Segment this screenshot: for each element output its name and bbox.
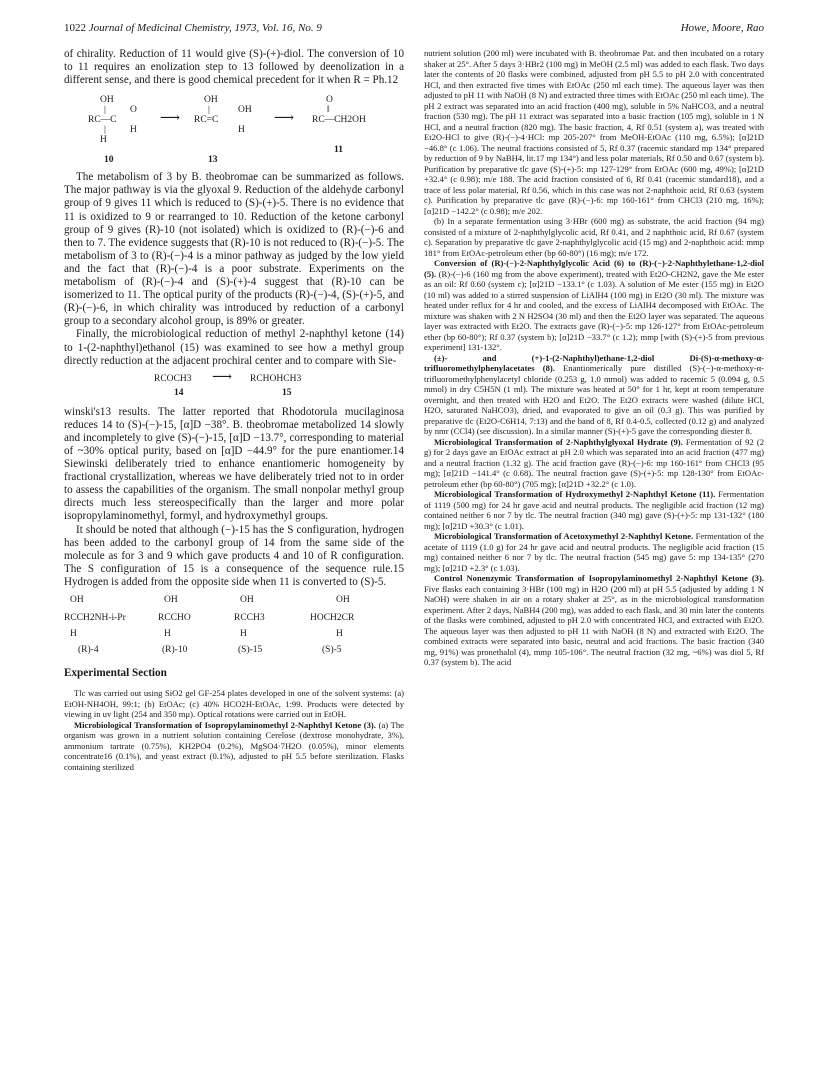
paragraph [64, 720, 404, 773]
journal-name: Journal of Medicinal Chemistry, [88, 22, 232, 34]
section-heading: Experimental Section [64, 667, 167, 679]
scheme-text: OH [204, 95, 218, 106]
paragraph [424, 573, 764, 668]
paragraph-heading: Microbiological Transformation of Hydroxymethyl 2-Naphthyl Ketone (11). [434, 489, 716, 499]
paragraph-body: (a) The organism was grown in a nutrient solution containing Cerelose (dextrose monohydrate, 3%), ammonium tartrate (0.75%), KH2PO4 (0.2%), MgSO4·7H2O (0.05%), minor elements concentrate16 (0.1%), and yeast extract (0.1%), adjusted to pH 5.5 before sterilization. Flasks containing sterilized [64, 719, 404, 772]
scheme-enolization [64, 95, 404, 171]
paragraph-heading: (±)- and (+)-1-(2-Naphthyl)ethane-1,2-diol Di-(S)-α-methoxy-α-trifluoromethylphenylacetates (8). [424, 352, 764, 373]
compound-label: (S)-15 [238, 645, 263, 655]
scheme-text: RCCH2NH-i-Pr [64, 613, 126, 623]
paragraph [424, 531, 764, 573]
compound-label: 14 [174, 387, 184, 398]
paragraph-body: Fermentation of 1119 (500 mg) for 24 hr gave acid and neutral products. The negligible acid fraction (12 mg) contained neither 6 nor 7 by tlc. The neutral fraction (340 mg) gave (S)-(+)-5: mp 131-132° (180 mg); [α]21D +30.3° (c 1.01). [424, 489, 764, 531]
scheme-text: HOCH2CR [310, 613, 355, 623]
scheme-ketone-reduction [64, 369, 404, 406]
paragraph-body: Fermentation of the acetate of 1119 (1.0 g) for 24 hr gave acid and neutral products. The negligible acid fraction (15 mg) contained neither 6 nor 7 by tlc. The neutral fraction (545 mg) gave 5: mp 134-135° (270 mg); [α]21D +2.3° (c 1.03). [424, 531, 764, 573]
scheme-text: H [164, 629, 171, 639]
author-names: Howe, Moore, Rao [680, 22, 764, 34]
scheme-text: RC—CH2OH [312, 115, 366, 126]
compound-label: (R)-10 [162, 645, 188, 655]
scheme-text: OH [238, 105, 252, 116]
paragraph [424, 489, 764, 531]
scheme-text: RCHOHCH3 [250, 373, 302, 384]
scheme-text: | [104, 125, 106, 136]
paragraph: Finally, the microbiological reduction of methyl 2-naphthyl ketone (14) to 1-(2-naphthyl)ethanol (15) was examined to see how a methyl group directly reduction at the adjacent prochiral center and to compare with Sie- [64, 328, 404, 367]
paragraph-body: (R)-(−)-6 (160 mg from the above experiment), treated with Et2O-CH2N2, gave the Me ester as an oil: Rf 0.60 (system c); [α]21D −133.1° (c 1.03). A solution of Me ester (155 mg) in Et2O (10 ml) was added to a stirred suspension of LiAlH4 (100 mg) in Et2O (30 ml). The mixture was heated under reflux for 4 hr and cooled, and the excess of LiAlH4 decomposed with EtOAc. The mixture was shaken with 2 N H2SO4 (30 ml) and then the Et2O layer was separated. The aqueous layer was extracted with Et2O. The extracts gave (R)-(−)-5: mp 126-127° from EtOAc-petroleum ether (bp 60-80°); Rf 0.37 (system b); [α]21D −33.7° (c 1.2); mmp [with (S)-(+)-5 from previous experiment] 131-132°. [424, 268, 764, 352]
scheme-text: O [130, 105, 137, 116]
arrow: ⟶ [274, 111, 295, 127]
paragraph [424, 437, 764, 490]
arrow: ⟶ [160, 111, 181, 127]
scheme-configurations [64, 595, 404, 657]
paragraph: Tlc was carried out using SiO2 gel GF-254 plates developed in one of the solvent systems: (a) EtOH-NH4OH, 99:1; (b) EtOAc; (c) 40% HCO2H-EtOAc, 1:99. Products were detected by viewing in uv light (254 and 350 mμ). Optical rotations were carried out in EtOH. [64, 688, 404, 720]
paragraph: The metabolism of 3 by B. theobromae can be summarized as follows. The major pathway is via the glyoxal 9. Reduction of the aldehyde carbonyl group of 9 gives 11 which is reduced to (S)-(+)-5. There is no evidence that 11 is oxidized to 9 or rearranged to 10. Reduction of the ketone carbonyl group of 9 gives (R)-10 (not isolated) which is oxidized to (R)-(−)-6 and then to 7. The evidence suggests that (R)-10 is not reduced to (R)-(−)-5. The metabolism of 3 to (R)-(−)-4 is a minor pathway as judged by the low yield and the fact that (R)-(−)-4 is a poor substrate. Experiments on the metabolism of (R)-(−)-4 and (S)-(+)-4 suggest that (R)-10 can be isomerized to 11. The optical purity of the products (R)-(−)-4, (S)-(+)-5, and (R)-(−)-6, in which chirality was introduced by reduction of a carbonyl group to a secondary alcohol group, is 89% or greater. [64, 171, 404, 328]
scheme-text: RCCH3 [234, 613, 265, 623]
scheme-text: OH [164, 595, 178, 605]
compound-label: (R)-4 [78, 645, 99, 655]
paragraph: of chirality. Reduction of 11 would give (S)-(+)-diol. The conversion of 10 to 11 requires an enolization step to 13 followed by deenolization in a different sense, and there is good chemical precedent for it when R = Ph.12 [64, 48, 404, 87]
scheme-text: H [336, 629, 343, 639]
paragraph [424, 258, 764, 353]
scheme-text: RC—C [88, 115, 117, 126]
paragraph: nutrient solution (200 ml) were incubated with B. theobromae Pat. and then incubated on a rotary shaker at 25°. After 5 days 3·HBr2 (100 mg) in MeOH (2.5 ml) was added to each flask. Two days later the contents of 20 flasks were combined, adjusted from pH 5.5 to pH 2.0 with concentrated HCl, and then extracted five times with EtOAc (250 ml each time). The aqueous layer was then adjusted to pH 11 with NaOH (8 N) and extracted three times with EtOAc (250 ml each time). The pH 2 extract was separated into an acid fraction (400 mg), soluble in 5% NaHCO3, and a neutral fraction (530 mg). The pH 11 extract was separated into a basic fraction (105 mg), soluble in 1 N HCl, and a neutral fraction (820 mg). The basic fraction, 4, Rf 0.51 (system a), was treated with Et2O-HCl to give (R)-(−)-4·HCl: mp 205-207° from MeOH-EtOAc (110 mg, 6.5%); [α]21D −46.8° (c 1.06). The neutral fractions consisted of 5, Rf 0.37 (racemic standard mp 134° prepared by reduction of 9 by NaBH4, lit.17 mp 134°) and less polar materials, Rf 0.50 and 0.67 (system b). Purification by preparative tlc gave (S)-(+)-5: mp 127-129° from EtOAc (600 mg, 49%); [α]21D +32.4° (c 0.98); m/e 188. The acid fraction consisted of 6, Rf 0.41 (racemic standard18), and a trace of less polar material, Rf 0.56, which in this case was not 2-naphthoic acid, Rf 0.63 (system c). Purification by preparative tlc gave (R)-(−)-6: mp 160-161° from CHCl3 (210 mg, 16%); [α]21D −142.2° (c 0.98); m/e 202. [424, 48, 764, 216]
left-column [64, 48, 404, 772]
scheme-text: H [240, 629, 247, 639]
journal-issue: 1973, Vol. 16, No. 9 [234, 22, 322, 34]
scheme-text: ‖ [327, 105, 330, 116]
compound-label: (S)-5 [322, 645, 342, 655]
paragraph-heading: Microbiological Transformation of Isopropylaminomethyl 2-Naphthyl Ketone (3). [74, 719, 376, 730]
compound-label: 11 [334, 145, 343, 156]
scheme-text: | [208, 105, 210, 116]
scheme-text: RC=C [194, 115, 219, 126]
paragraph: (b) In a separate fermentation using 3·HBr (600 mg) as substrate, the acid fraction (94 mg) consisted of a mixture of 2-naphthylglycolic acid, Rf 0.41, and 2 naphthoic acid, Rf 0.67 (system c). Separation by preparative tlc gave 2-naphthylglycolic acid (15 mg) and 2-naphthoic acid: mmp 181° from EtOAc-petroleum ether (bp 60-80°) (16 mg); m/e 172. [424, 216, 764, 258]
compound-label: 13 [208, 155, 218, 166]
paragraph-heading: Microbiological Transformation of 2-Naphthylglyoxal Hydrate (9). [434, 436, 683, 447]
scheme-text: | [104, 105, 106, 116]
scheme-text: OH [100, 95, 114, 106]
scheme-text: H [70, 629, 77, 639]
scheme-text: O [326, 95, 333, 106]
compound-label: 15 [282, 387, 292, 398]
paragraph: It should be noted that although (−)-15 has the S configuration, hydrogen has been added to the carbonyl group of 14 from the same side of the molecule as for 3 and 9 which gave products 4 and 10 of R configuration. The S configuration of 15 is a consequence of the sequence rule.15 Hydrogen is added from the opposite side when 11 is converted to (S)-5. [64, 523, 404, 588]
scheme-text: H [130, 125, 137, 136]
scheme-text: RCOCH3 [154, 373, 192, 384]
paragraph: winski's13 results. The latter reported that Rhodotorula mucilaginosa reduces 14 to (S)-(−)-15, [α]D −38°. B. theobromae metabolized 14 slowly and incompletely to give (S)-(−)-15, [α]D −13.7°, corresponding to material of ~30% optical purity, based on [α]D −44.9° for the pure enantiomer.14 Siewinski deliberately tried to enhance enantiomeric homogeneity by fractional crystallization, whereas we have deliberately tried not to in order to assess the capabilities of the organism. The small nonpolar methyl group directs much less stereospecifically than the larger and more polar isopropylaminomethyl, formyl, and hydroxymethyl groups. [64, 405, 404, 523]
paragraph-heading: Control Nonenzymic Transformation of Isopropylaminomethyl 2-Naphthyl Ketone (3). [434, 573, 764, 583]
scheme-text: OH [70, 595, 84, 605]
scheme-text: RCCHO [158, 613, 191, 623]
scheme-text: OH [240, 595, 254, 605]
scheme-text: OH [336, 595, 350, 605]
paragraph-body: Fermentation of 92 (2 g) for 2 days gave an EtOAc extract at pH 2.0 which was separated into an acid fraction (477 mg) and a neutral fraction (1.32 g). The acid fraction gave (R)-(−)-6: mp 160-161° from CHCl3 (95 mg); [α]21D −141.4° (c 0.68). The neutral fraction gave (S)-(+)-5: mp 128-130° from EtOAc-petroleum ether (bp 60-80°) (705 mg); [α]21D +32.2° (c 1.0). [424, 436, 764, 489]
running-header [64, 22, 764, 38]
scheme-text: H [100, 135, 107, 146]
arrow: ⟶ [212, 369, 233, 385]
scheme-text: H [238, 125, 245, 136]
page-number: 1022 [64, 22, 86, 34]
paragraph [424, 353, 764, 437]
right-column [424, 48, 764, 668]
paragraph-body: Five flasks each containing 3·HBr (100 mg) in H2O (200 ml) at pH 5.5 (adjusted by adding 1 N NaOH) were shaken in air on a rotary shaker at 25°, as in the microbiological transformation experiment. After 2 days, NaBH4 (200 mg), was added to each flask, and 30 min later the contents of the flasks were combined, adjusted to pH 2.0 with concentrated HCl, and extracted with Et2O. The aqueous layer was then adjusted to pH 11 with NaOH (8 N) and extracted with Et2O. The combined extracts were separated into basic, neutral and acid fractions. The basic fraction (340 mg, 91%) was pronethalol (4), mmp 105-106°. The neutral fraction (32 mg, ~6%) was diol 5, Rf 0.37 (system b). The acid [424, 583, 764, 667]
experimental-section [64, 688, 404, 772]
paragraph-heading: Microbiological Transformation of Acetoxymethyl 2-Naphthyl Ketone. [434, 531, 694, 541]
paragraph-heading: Conversion of (R)-(−)-2-Naphthylglycolic Acid (6) to (R)-(−)-2-Naphthylethane-1,2-diol (5). [424, 258, 764, 279]
compound-label: 10 [104, 155, 114, 166]
paragraph-body: Enantiomerically pure distilled (S)-(−)-α-methoxy-α-trifluoromethylphenylacetyl chloride (0.253 g, 1.0 mmol) was added to racemic 5 (0.094 g, 0.5 mmol) in dry C5H5N (1 ml). The mixture was heated at 50° for 1 hr, kept at room temperature overnight, and then treated with H2O and Et2O. The Et2O extracts were washed (dilute HCl, H2O, saturated NaHCO3), dried, and evaporated to give an oil (0.3 g). This was purified by preparative tlc (Et2O-C6H14, 7:13) and the band of 8, Rf 0.4-0.5, collected (0.12 g) and analyzed by nmr (CCl4) (see discussion). In a similar manner (S)-(+)-5 gave the corresponding diester 8. [424, 363, 764, 436]
